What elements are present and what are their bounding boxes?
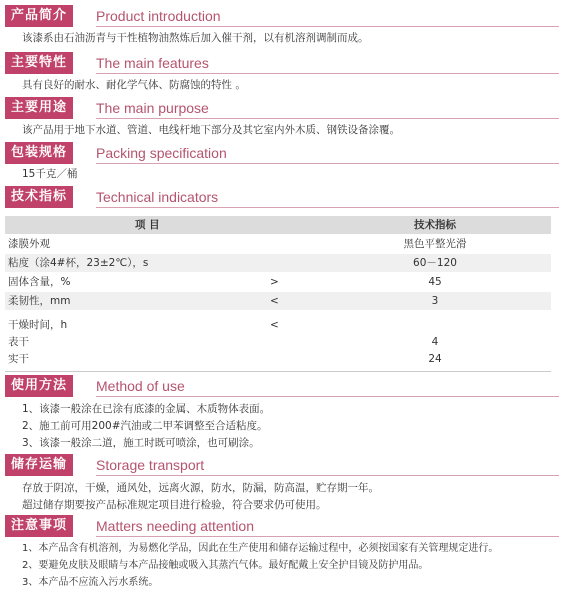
section-rule bbox=[96, 163, 559, 164]
section-title: Packing specification bbox=[96, 145, 227, 161]
table-bottom-rule bbox=[5, 371, 551, 372]
table-row bbox=[5, 235, 551, 253]
row-item: 干燥时间，h bbox=[8, 319, 68, 331]
section-tag: 注意事项 bbox=[5, 515, 73, 537]
section-rule bbox=[96, 73, 559, 74]
table-row bbox=[5, 333, 551, 351]
row-op: < bbox=[270, 295, 279, 307]
section-title: Product introduction bbox=[96, 8, 221, 24]
features-text: 具有良好的耐水、耐化学气体、防腐蚀的特性 。 bbox=[22, 79, 246, 91]
section-tag: 使用方法 bbox=[5, 375, 73, 397]
row-item: 表干 bbox=[8, 336, 29, 348]
section-rule bbox=[96, 536, 559, 537]
section-rule bbox=[96, 26, 559, 27]
section-header-intro bbox=[0, 5, 563, 29]
section-tag: 技术指标 bbox=[5, 186, 73, 208]
storage-line: 存放于阴凉，干燥，通风处，远离火源，防水，防漏，防高温，贮存期一年。 bbox=[22, 482, 379, 494]
method-line: 1、该漆一般涂在已涂有底漆的金属、木质物体表面。 bbox=[22, 403, 271, 415]
section-header-method bbox=[0, 375, 563, 399]
header-value: 技术指标 bbox=[414, 219, 456, 231]
row-item: 粘度（涂4#杯，23±2℃），s bbox=[8, 257, 149, 269]
row-op: < bbox=[270, 319, 279, 331]
section-rule bbox=[96, 475, 559, 476]
section-title: Storage transport bbox=[96, 457, 205, 473]
section-header-storage bbox=[0, 454, 563, 478]
section-title: Matters needing attention bbox=[96, 518, 254, 534]
row-item: 固体含量，% bbox=[8, 276, 71, 288]
row-op: > bbox=[270, 276, 279, 288]
packing-text: 15千克／桶 bbox=[22, 168, 78, 180]
header-item: 项 目 bbox=[135, 219, 160, 231]
section-tag: 产品简介 bbox=[5, 5, 73, 27]
attention-line: 1、本产品含有机溶剂，为易燃化学品，因此在生产使用和储存运输过程中，必须按国家有关管理规定进行。 bbox=[22, 543, 499, 554]
section-rule bbox=[96, 118, 559, 119]
row-value: 24 bbox=[428, 353, 442, 365]
section-title: The main features bbox=[96, 55, 209, 71]
section-tag: 主要用途 bbox=[5, 97, 73, 119]
row-value: 3 bbox=[431, 295, 439, 307]
section-tag: 储存运输 bbox=[5, 454, 73, 476]
row-value: 4 bbox=[431, 336, 439, 348]
section-header-technical bbox=[0, 186, 563, 210]
row-item: 漆膜外观 bbox=[8, 238, 50, 250]
section-tag: 包装规格 bbox=[5, 142, 73, 164]
attention-line: 2、要避免皮肤及眼睛与本产品接触或吸入其蒸汽气体。最好配戴上安全护目镜及防护用品。 bbox=[22, 560, 429, 571]
section-header-features bbox=[0, 52, 563, 76]
table-row bbox=[5, 292, 551, 310]
table-header bbox=[5, 216, 551, 234]
table-row bbox=[5, 316, 551, 334]
row-value: 60－120 bbox=[413, 257, 457, 269]
row-value: 45 bbox=[428, 276, 442, 288]
section-tag: 主要特性 bbox=[5, 52, 73, 74]
table-row bbox=[5, 350, 551, 368]
section-header-attention bbox=[0, 515, 563, 539]
method-line: 2、施工前可用200#汽油或二甲苯调整至合适粘度。 bbox=[22, 420, 268, 432]
storage-line: 超过储存期要按产品标准规定项目进行检验，符合要求仍可使用。 bbox=[22, 499, 327, 511]
section-header-packing bbox=[0, 142, 563, 166]
row-value: 黑色平整光滑 bbox=[403, 238, 467, 250]
purpose-text: 该产品用于地下水道、管道、电线杆地下部分及其它室内外木质、钢铁设备涂覆。 bbox=[22, 124, 400, 136]
attention-line: 3、本产品不应流入污水系统。 bbox=[22, 577, 159, 588]
table-row bbox=[5, 254, 551, 272]
row-item: 柔韧性，mm bbox=[8, 295, 71, 307]
section-title: The main purpose bbox=[96, 100, 209, 116]
section-rule bbox=[96, 396, 559, 397]
table-row bbox=[5, 273, 551, 291]
row-item: 实干 bbox=[8, 353, 29, 365]
method-line: 3、该漆一般涂二道，施工时既可喷涂，也可刷涂。 bbox=[22, 437, 260, 449]
intro-text: 该漆系由石油沥青与干性植物油熬炼后加入催干剂，以有机溶剂调制而成。 bbox=[22, 32, 369, 44]
section-rule bbox=[96, 207, 559, 208]
section-title: Method of use bbox=[96, 378, 185, 394]
section-header-purpose bbox=[0, 97, 563, 121]
section-title: Technical indicators bbox=[96, 189, 219, 205]
